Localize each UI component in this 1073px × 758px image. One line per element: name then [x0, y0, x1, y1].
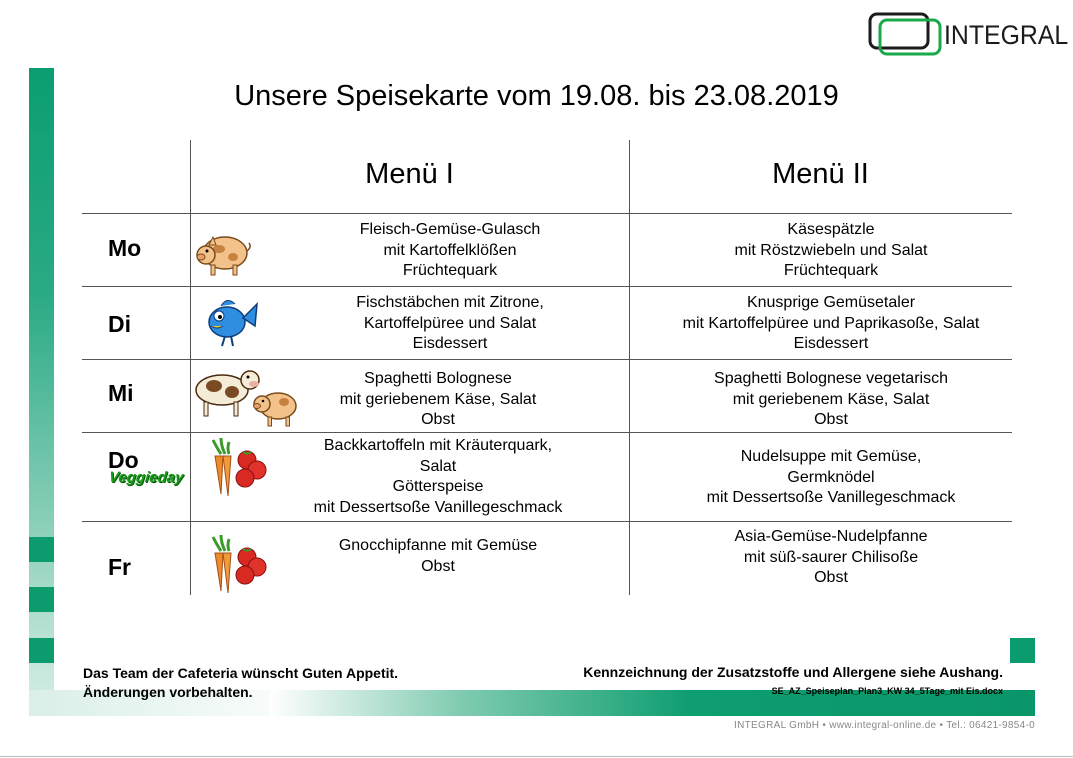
menu2-do: Nudelsuppe mit Gemüse, Germknödel mit Dessertsoße Vanillegeschmack [706, 448, 956, 506]
bottom-rule [0, 756, 1073, 757]
page-title: Unsere Speisekarte vom 19.08. bis 23.08.2019 [234, 80, 839, 112]
table-divider [82, 432, 1012, 433]
menu1-mo: Fleisch-Gemüse-Gulasch mit Kartoffelklößen Früchtequark [359, 221, 541, 279]
table-divider [82, 286, 1012, 287]
decor-square [29, 537, 54, 562]
integral-logo [866, 8, 1069, 60]
table-divider [82, 521, 1012, 522]
decor-square [29, 587, 54, 612]
allergen-note: Kennzeichnung der Zusatzstoffe und Allergene siehe Aushang. [583, 664, 1003, 680]
menu1-header: Menü I [365, 158, 454, 190]
table-divider [82, 213, 1012, 214]
menu2-mi: Spaghetti Bolognese vegetarisch mit geriebenem Käse, Salat Obst [714, 370, 948, 428]
pig-icon [193, 225, 253, 280]
menu1-fr: Gnocchipfanne mit Gemüse Obst [338, 537, 538, 575]
menu2-di: Knusprige Gemüsetaler mit Kartoffelpüree und Paprikasoße, Salat Eisdessert [682, 294, 980, 352]
table-divider [82, 359, 1012, 360]
menu2-mo: Käsespätzle mit Röstzwiebeln und Salat Früchtequark [734, 221, 928, 279]
decor-square [1010, 638, 1035, 663]
menu2-header: Menü II [772, 158, 869, 190]
day-label-di: Di [108, 311, 131, 337]
logo-mark-icon [866, 8, 946, 60]
contact-line: INTEGRAL GmbH • www.integral-online.de • Tel.: 06421-9854-0 [734, 720, 1035, 731]
menu1-di: Fischstäbchen mit Zitrone, Kartoffelpüree und Salat Eisdessert [356, 294, 544, 352]
menu1-do: Backkartoffeln mit Kräuterquark, Salat Götterspeise mit Dessertsoße Vanillegeschmack [313, 437, 563, 516]
menu1-mi: Spaghetti Bolognese mit geriebenem Käse, Salat Obst [339, 370, 537, 428]
veggieday-badge: Veggieday [108, 469, 185, 486]
file-name: SE_AZ_Speiseplan_Plan3_KW 34_5Tage_mit Eis.docx [771, 686, 1003, 696]
day-label-mi: Mi [108, 380, 134, 406]
decor-square [29, 638, 54, 663]
footer-greeting: Das Team der Cafeteria wünscht Guten Appetit. Änderungen vorbehalten. [83, 665, 399, 700]
fish-icon [203, 292, 261, 348]
day-label-fr: Fr [108, 554, 131, 580]
left-decor-bar [29, 68, 54, 716]
day-label-do: Do [108, 447, 139, 473]
menu2-fr: Asia-Gemüse-Nudelpfanne mit süß-saurer Chilisoße Obst [734, 528, 928, 586]
logo-text: INTEGRAL [944, 20, 1069, 50]
day-label-mo: Mo [108, 235, 142, 261]
